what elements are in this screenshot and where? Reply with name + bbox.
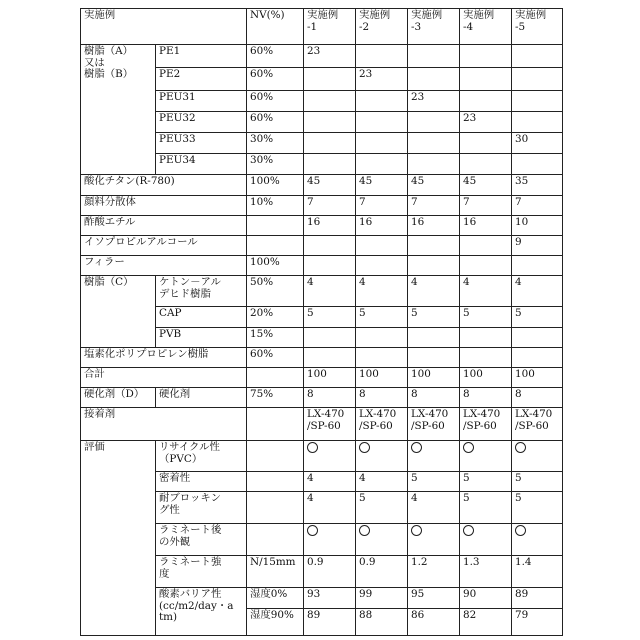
value-cell bbox=[512, 441, 563, 472]
value-cell: 95 bbox=[408, 588, 460, 609]
nv-cell: 10% bbox=[247, 196, 304, 216]
value-cell: LX-470 /SP-60 bbox=[512, 408, 563, 441]
value-cell bbox=[460, 348, 512, 368]
value-cell: 1.3 bbox=[460, 556, 512, 588]
nv-cell: 60% bbox=[247, 112, 304, 133]
value-cell: 5 bbox=[460, 307, 512, 328]
value-cell bbox=[356, 524, 408, 556]
value-cell bbox=[512, 45, 563, 68]
nv-cell bbox=[247, 472, 304, 492]
value-cell: 5 bbox=[356, 492, 408, 524]
value-cell: 100 bbox=[408, 368, 460, 388]
table-row bbox=[81, 348, 563, 368]
value-cell: 8 bbox=[512, 388, 563, 408]
value-cell bbox=[304, 348, 356, 368]
nv-cell: 60% bbox=[247, 45, 304, 68]
nv-cell: 60% bbox=[247, 68, 304, 91]
value-cell: 5 bbox=[408, 472, 460, 492]
table-row bbox=[81, 45, 563, 68]
value-cell: 45 bbox=[356, 175, 408, 196]
value-cell: 4 bbox=[408, 276, 460, 307]
evaluation-barrier-name: 酸素バリア性 (cc/m2/day・a tm) bbox=[156, 588, 247, 636]
value-cell bbox=[304, 236, 356, 256]
value-cell: 4 bbox=[512, 276, 563, 307]
value-cell: 16 bbox=[460, 216, 512, 236]
hardener-group: 硬化剤（D） bbox=[81, 388, 156, 408]
header-example-2: 実施例 -2 bbox=[356, 9, 408, 45]
circle-mark-icon bbox=[515, 442, 526, 453]
value-cell bbox=[460, 45, 512, 68]
value-cell: 45 bbox=[460, 175, 512, 196]
circle-mark-icon bbox=[463, 525, 474, 536]
value-cell: 88 bbox=[356, 609, 408, 636]
value-cell: 35 bbox=[512, 175, 563, 196]
nv-cell bbox=[247, 216, 304, 236]
value-cell bbox=[408, 524, 460, 556]
value-cell: 23 bbox=[408, 91, 460, 112]
value-cell: 5 bbox=[512, 492, 563, 524]
value-cell bbox=[304, 112, 356, 133]
value-cell: 4 bbox=[356, 276, 408, 307]
total-name: 合計 bbox=[81, 368, 247, 388]
table-row bbox=[81, 441, 563, 472]
value-cell: 100 bbox=[460, 368, 512, 388]
titanium-name: 酸化チタン(R-780) bbox=[81, 175, 247, 196]
value-cell: LX-470 /SP-60 bbox=[304, 408, 356, 441]
value-cell bbox=[460, 256, 512, 276]
value-cell: 4 bbox=[304, 276, 356, 307]
value-cell: 1.4 bbox=[512, 556, 563, 588]
value-cell: 79 bbox=[512, 609, 563, 636]
value-cell: 16 bbox=[408, 216, 460, 236]
header-example-3: 実施例 -3 bbox=[408, 9, 460, 45]
value-cell: 16 bbox=[356, 216, 408, 236]
value-cell bbox=[408, 328, 460, 348]
value-cell: 7 bbox=[408, 196, 460, 216]
value-cell bbox=[356, 45, 408, 68]
value-cell bbox=[460, 91, 512, 112]
value-cell: 90 bbox=[460, 588, 512, 609]
value-cell: 4 bbox=[304, 492, 356, 524]
value-cell bbox=[356, 91, 408, 112]
formulation-table-page bbox=[80, 8, 562, 630]
value-cell: 1.2 bbox=[408, 556, 460, 588]
value-cell: 93 bbox=[304, 588, 356, 609]
circle-mark-icon bbox=[307, 442, 318, 453]
value-cell: 5 bbox=[408, 307, 460, 328]
value-cell: 5 bbox=[460, 492, 512, 524]
table-row bbox=[81, 175, 563, 196]
nv-cell bbox=[247, 524, 304, 556]
value-cell bbox=[304, 256, 356, 276]
resin-c-group: 樹脂（C） bbox=[81, 276, 156, 348]
value-cell: 45 bbox=[408, 175, 460, 196]
value-cell bbox=[408, 441, 460, 472]
evaluation-strength-name: ラミネート強 度 bbox=[156, 556, 247, 588]
value-cell bbox=[408, 154, 460, 175]
nv-cell: N/15mm bbox=[247, 556, 304, 588]
value-cell bbox=[408, 68, 460, 91]
value-cell: 4 bbox=[408, 492, 460, 524]
nv-cell: 75% bbox=[247, 388, 304, 408]
value-cell: 7 bbox=[512, 196, 563, 216]
evaluation-appearance-name: ラミネート後 の外観 bbox=[156, 524, 247, 556]
value-cell: 8 bbox=[460, 388, 512, 408]
value-cell bbox=[356, 236, 408, 256]
table-row bbox=[81, 276, 563, 307]
header-nv: NV(%) bbox=[247, 9, 304, 45]
value-cell bbox=[408, 348, 460, 368]
circle-mark-icon bbox=[463, 442, 474, 453]
adhesive-name: 接着剤 bbox=[81, 408, 247, 441]
table-row bbox=[81, 256, 563, 276]
nv-cell: 30% bbox=[247, 133, 304, 154]
value-cell bbox=[304, 68, 356, 91]
value-cell: 0.9 bbox=[304, 556, 356, 588]
value-cell: 4 bbox=[460, 276, 512, 307]
value-cell: 86 bbox=[408, 609, 460, 636]
circle-mark-icon bbox=[359, 525, 370, 536]
value-cell bbox=[512, 348, 563, 368]
resin-c-name: PVB bbox=[156, 328, 247, 348]
circle-mark-icon bbox=[411, 525, 422, 536]
value-cell bbox=[460, 328, 512, 348]
header-example-4: 実施例 -4 bbox=[460, 9, 512, 45]
value-cell bbox=[356, 441, 408, 472]
value-cell: 100 bbox=[512, 368, 563, 388]
header-example-5: 実施例 -5 bbox=[512, 9, 563, 45]
value-cell: 23 bbox=[304, 45, 356, 68]
header-label: 実施例 bbox=[81, 9, 247, 45]
value-cell: 100 bbox=[304, 368, 356, 388]
table-row bbox=[81, 196, 563, 216]
nv-cell bbox=[247, 408, 304, 441]
value-cell: 7 bbox=[356, 196, 408, 216]
nv-cell bbox=[247, 492, 304, 524]
nv-cell: 100% bbox=[247, 175, 304, 196]
resin-name: PEU33 bbox=[156, 133, 247, 154]
value-cell bbox=[512, 524, 563, 556]
nv-cell bbox=[247, 368, 304, 388]
value-cell: 89 bbox=[304, 609, 356, 636]
value-cell bbox=[512, 68, 563, 91]
value-cell: 23 bbox=[356, 68, 408, 91]
value-cell: 5 bbox=[356, 307, 408, 328]
value-cell: 5 bbox=[512, 307, 563, 328]
resin-name: PEU32 bbox=[156, 112, 247, 133]
value-cell: 5 bbox=[460, 472, 512, 492]
value-cell: 8 bbox=[356, 388, 408, 408]
circle-mark-icon bbox=[359, 442, 370, 453]
value-cell: LX-470 /SP-60 bbox=[460, 408, 512, 441]
table-row bbox=[81, 388, 563, 408]
value-cell bbox=[512, 328, 563, 348]
nv-cell: 湿度90% bbox=[247, 609, 304, 636]
value-cell bbox=[304, 91, 356, 112]
value-cell bbox=[356, 328, 408, 348]
value-cell: 82 bbox=[460, 609, 512, 636]
value-cell bbox=[460, 236, 512, 256]
evaluation-adhesion-name: 密着性 bbox=[156, 472, 247, 492]
value-cell: 5 bbox=[512, 472, 563, 492]
resin-name: PEU31 bbox=[156, 91, 247, 112]
resin-name: PE1 bbox=[156, 45, 247, 68]
table-row bbox=[81, 368, 563, 388]
value-cell bbox=[356, 154, 408, 175]
circle-mark-icon bbox=[411, 442, 422, 453]
value-cell: 30 bbox=[512, 133, 563, 154]
value-cell bbox=[304, 328, 356, 348]
nv-cell: 20% bbox=[247, 307, 304, 328]
value-cell: 7 bbox=[460, 196, 512, 216]
value-cell: 0.9 bbox=[356, 556, 408, 588]
nv-cell: 30% bbox=[247, 154, 304, 175]
table-row bbox=[81, 236, 563, 256]
value-cell bbox=[512, 112, 563, 133]
value-cell: 7 bbox=[304, 196, 356, 216]
value-cell bbox=[408, 236, 460, 256]
table-row bbox=[81, 408, 563, 441]
evaluation-recycle-name: リサイクル性 （PVC） bbox=[156, 441, 247, 472]
value-cell bbox=[356, 256, 408, 276]
resin-c-name: CAP bbox=[156, 307, 247, 328]
nv-cell: 60% bbox=[247, 91, 304, 112]
resin-c-name: ケトン－アル デヒド樹脂 bbox=[156, 276, 247, 307]
nv-cell: 60% bbox=[247, 348, 304, 368]
value-cell bbox=[304, 133, 356, 154]
header-example-1: 実施例 -1 bbox=[304, 9, 356, 45]
nv-cell: 100% bbox=[247, 256, 304, 276]
value-cell: 100 bbox=[356, 368, 408, 388]
value-cell: 5 bbox=[304, 307, 356, 328]
resin-ab-group: 樹脂（A） 又は 樹脂（B） bbox=[81, 45, 156, 175]
value-cell: 4 bbox=[356, 472, 408, 492]
pigment-name: 顔料分散体 bbox=[81, 196, 247, 216]
evaluation-blocking-name: 耐ブロッキン グ性 bbox=[156, 492, 247, 524]
value-cell bbox=[460, 68, 512, 91]
value-cell bbox=[304, 524, 356, 556]
table-row bbox=[81, 9, 563, 45]
value-cell: 45 bbox=[304, 175, 356, 196]
value-cell bbox=[512, 91, 563, 112]
value-cell bbox=[512, 256, 563, 276]
value-cell: 4 bbox=[304, 472, 356, 492]
value-cell: LX-470 /SP-60 bbox=[408, 408, 460, 441]
ethyl-name: 酢酸エチル bbox=[81, 216, 247, 236]
circle-mark-icon bbox=[307, 525, 318, 536]
value-cell: 16 bbox=[304, 216, 356, 236]
value-cell bbox=[356, 133, 408, 154]
value-cell: 99 bbox=[356, 588, 408, 609]
hardener-name: 硬化剤 bbox=[156, 388, 247, 408]
value-cell bbox=[356, 348, 408, 368]
table-row bbox=[81, 216, 563, 236]
nv-cell: 湿度0% bbox=[247, 588, 304, 609]
value-cell: 8 bbox=[408, 388, 460, 408]
evaluation-group: 評価 bbox=[81, 441, 156, 636]
value-cell: 10 bbox=[512, 216, 563, 236]
circle-mark-icon bbox=[515, 525, 526, 536]
nv-cell bbox=[247, 236, 304, 256]
nv-cell: 50% bbox=[247, 276, 304, 307]
formulation-table bbox=[80, 8, 563, 636]
value-cell bbox=[460, 133, 512, 154]
value-cell bbox=[460, 524, 512, 556]
value-cell: 9 bbox=[512, 236, 563, 256]
value-cell bbox=[408, 256, 460, 276]
chlorinated-name: 塩素化ポリプロピレン樹脂 bbox=[81, 348, 247, 368]
value-cell bbox=[356, 112, 408, 133]
value-cell bbox=[304, 154, 356, 175]
nv-cell: 15% bbox=[247, 328, 304, 348]
ipa-name: イソプロピルアルコール bbox=[81, 236, 247, 256]
value-cell bbox=[408, 45, 460, 68]
value-cell bbox=[408, 133, 460, 154]
value-cell: 8 bbox=[304, 388, 356, 408]
value-cell bbox=[460, 441, 512, 472]
filler-name: フィラー bbox=[81, 256, 247, 276]
nv-cell bbox=[247, 441, 304, 472]
value-cell: 89 bbox=[512, 588, 563, 609]
value-cell bbox=[304, 441, 356, 472]
value-cell bbox=[512, 154, 563, 175]
value-cell: 23 bbox=[460, 112, 512, 133]
value-cell bbox=[408, 112, 460, 133]
resin-name: PE2 bbox=[156, 68, 247, 91]
value-cell: LX-470 /SP-60 bbox=[356, 408, 408, 441]
resin-name: PEU34 bbox=[156, 154, 247, 175]
value-cell bbox=[460, 154, 512, 175]
